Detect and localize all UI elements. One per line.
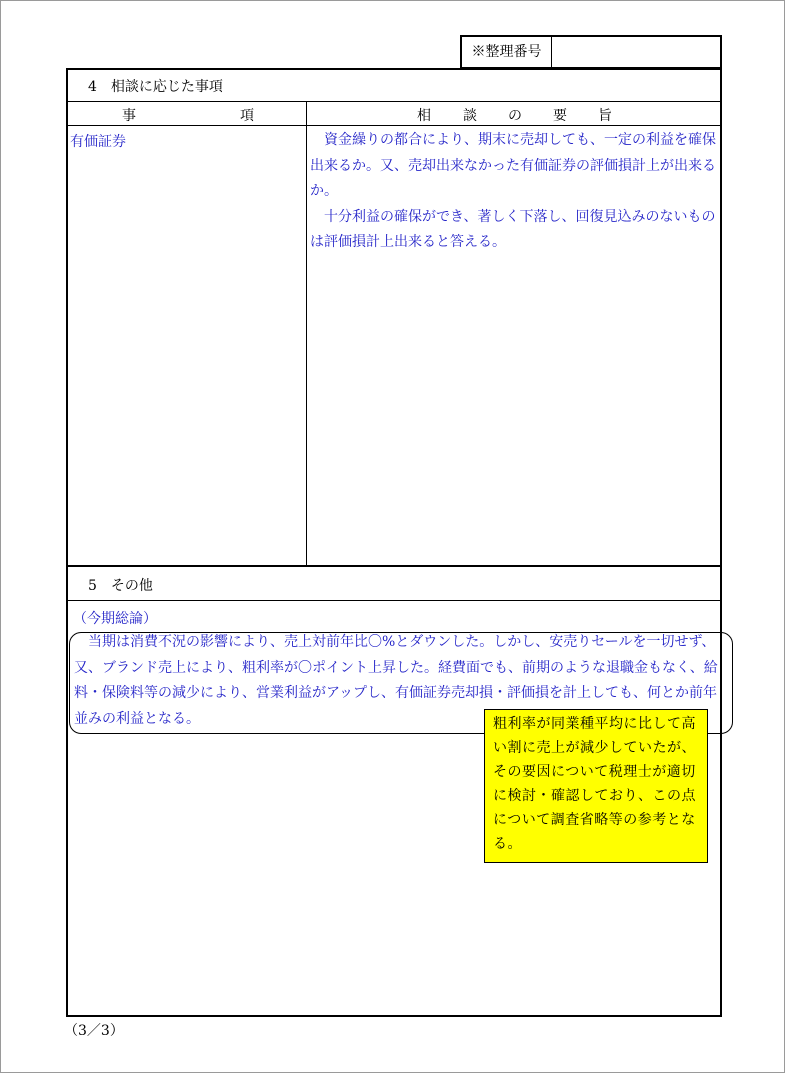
divider <box>68 565 720 567</box>
column-header-consultation-3: の <box>508 108 522 124</box>
section-4-title: 4 相談に応じた事項 <box>88 79 223 95</box>
column-header-consultation-1: 相 <box>417 108 431 124</box>
page-number: （3／3） <box>64 1023 124 1039</box>
consulted-item: 有価証券 <box>70 134 126 150</box>
consultation-paragraph: 資金繰りの都合により、期末に売却しても、一定の利益を確保出来るか。又、売却出来なかった有価証券の評価損計上が出来るか。 <box>310 132 716 199</box>
section-5-title: 5 その他 <box>88 578 153 594</box>
reviewer-note: 粗利率が同業種平均に比して高い割に売上が減少していたが、その要因について税理士が適切に検討・確認しており、この点について調査省略等の参考となる。 <box>484 709 708 863</box>
form-frame <box>66 68 722 1017</box>
column-header-item-b: 項 <box>240 108 254 124</box>
serial-number-label: ※整理番号 <box>460 35 552 69</box>
divider <box>68 600 720 601</box>
consultation-summary <box>310 128 720 256</box>
column-divider <box>306 101 307 566</box>
column-header-consultation-5: 旨 <box>598 108 612 124</box>
serial-number-field[interactable] <box>551 35 722 69</box>
column-header-consultation-2: 談 <box>463 108 477 124</box>
divider <box>68 125 720 126</box>
column-header-consultation-4: 要 <box>553 108 567 124</box>
period-summary-text: 当期は消費不況の影響により、売上対前年比〇%とダウンした。しかし、安売りセールを一切せず、又、ブランド売上により、粗利率が〇ポイント上昇した。経費面でも、前期のような退職金もなく、給料・保険料等の減少により、営業利益がアップし、有価証券売却損・評価損を計上しても、何とか前年並みの利益となる。 <box>74 634 718 727</box>
consultation-paragraph: 十分利益の確保ができ、著しく下落し、回復見込みのないものは評価損計上出来ると答える。 <box>310 208 716 250</box>
column-header-item-a: 事 <box>122 108 136 124</box>
divider <box>68 101 720 102</box>
period-summary-heading: （今期総論） <box>73 611 157 627</box>
